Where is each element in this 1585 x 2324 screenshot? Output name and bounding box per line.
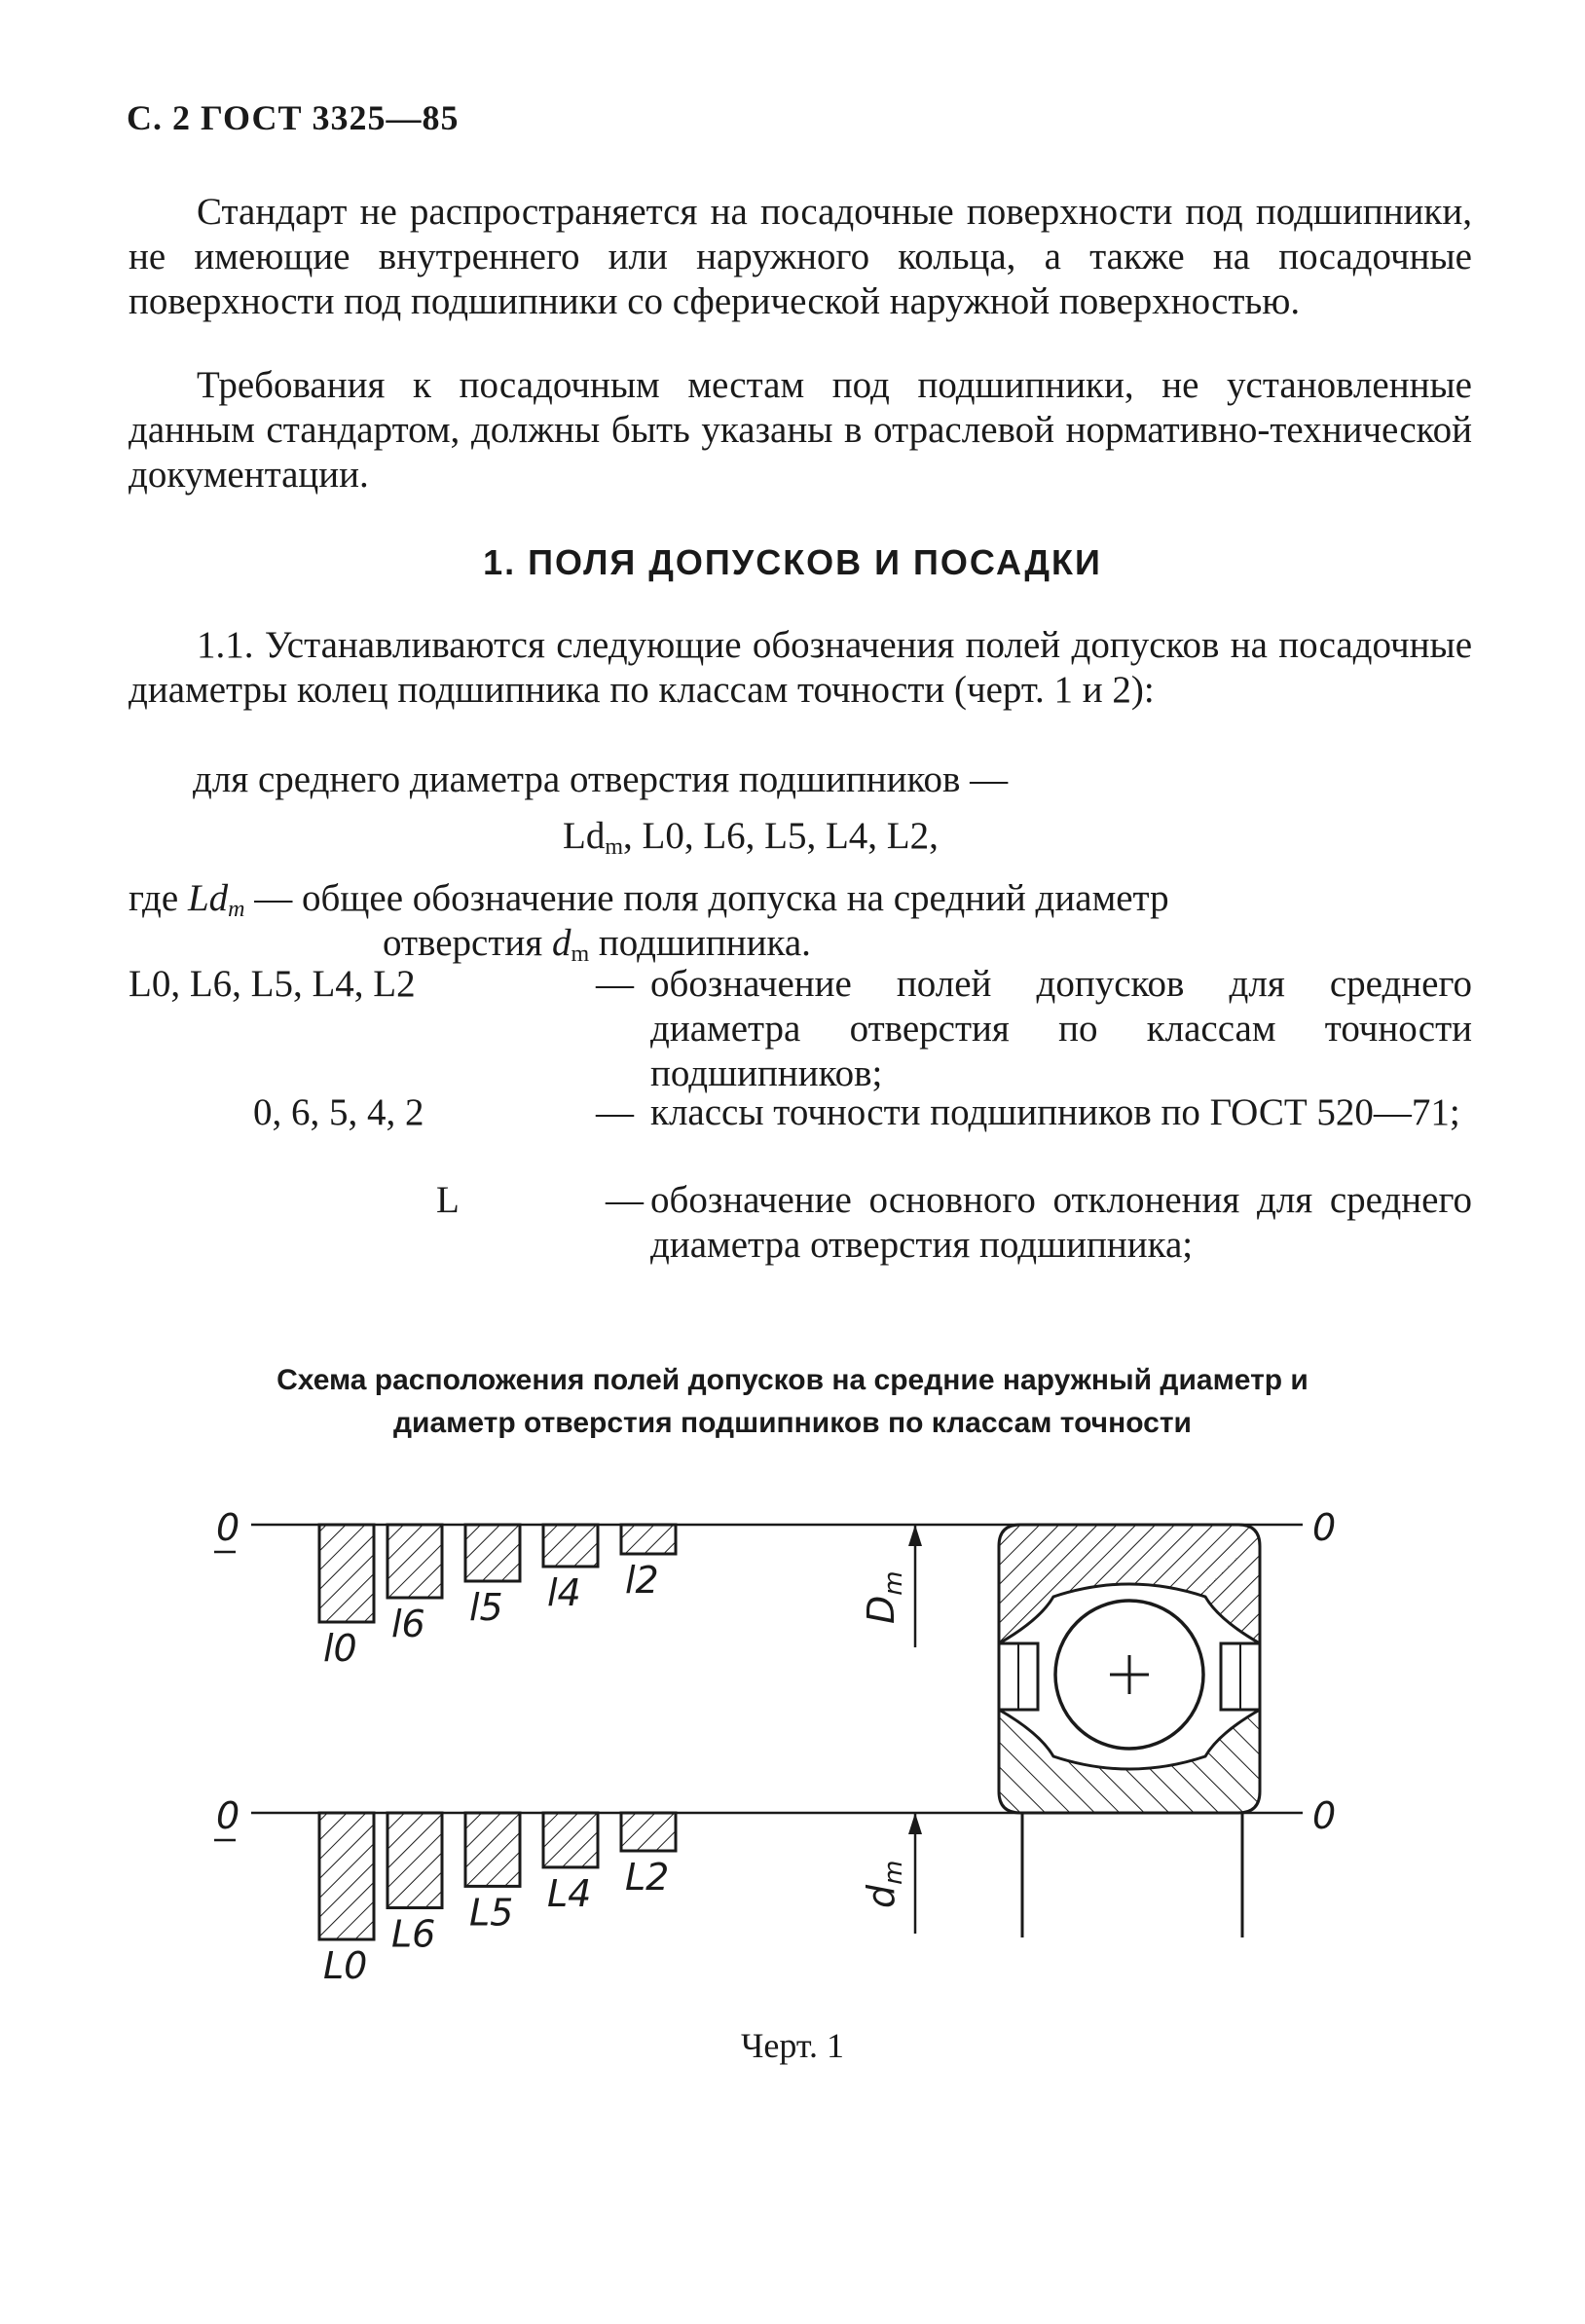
outer-dim-letter: D [860, 1595, 903, 1624]
page-header: С. 2 ГОСТ 3325—85 [127, 98, 460, 137]
outer-tolerance-bar [543, 1525, 598, 1567]
inner-tolerance-label: L2 [625, 1856, 670, 1899]
formula-main: Ld [563, 815, 606, 857]
outer-dim-label [860, 1570, 908, 1624]
bearing-section [999, 1525, 1260, 1937]
outer-tolerance-label: l0 [323, 1627, 357, 1670]
outer-tolerance-bar [387, 1525, 442, 1598]
inner-tolerance-bar [621, 1813, 676, 1851]
definition-term: L0, L6, L5, L4, L2 [129, 963, 416, 1005]
outer-tolerance-bar [621, 1525, 676, 1554]
where-term-sub: m [228, 897, 245, 922]
outer-tolerance-bar [319, 1525, 374, 1622]
inner-dim-letter: d [860, 1884, 903, 1908]
clause-intro: для среднего диаметра отверстия подшипников — [193, 758, 1009, 800]
figure-title-line-2: диаметр отверстия подшипников по классам точности [393, 1407, 1192, 1439]
zero-label-left-inner: 0 [216, 1794, 240, 1837]
where-desc-2-term: d [551, 922, 571, 964]
figure-title-line-1: Схема расположения полей допусков на средние наружный диаметр и [276, 1364, 1309, 1396]
paragraph-scope: Стандарт не распространяется на посадочные поверхности под подшипники, не имеющие внутреннего или наружного кольца, а также на посадочные поверхности под подшипники со сферической наружной поверхностью. [129, 191, 1472, 322]
definition-desc: классы точности подшипников по ГОСТ 520—71; [650, 1091, 1460, 1133]
outer-tolerance-label: l6 [391, 1603, 425, 1645]
inner-dim-label [860, 1861, 908, 1908]
where-desc-2a: отверстия [383, 922, 543, 964]
inner-dim-arrow [908, 1813, 922, 1834]
formula-sub: m [605, 834, 623, 860]
definition-dash: — [596, 1091, 634, 1133]
inner-tolerance-bar [387, 1813, 442, 1908]
inner-tolerance-label: L5 [469, 1891, 514, 1935]
outer-tolerance-bar [465, 1525, 520, 1581]
definition-term: 0, 6, 5, 4, 2 [253, 1091, 424, 1133]
zero-label-right-outer: 0 [1312, 1506, 1337, 1549]
zero-label-left-outer: 0 [216, 1506, 240, 1549]
figure-caption: Черт. 1 [741, 2026, 844, 2065]
outer-tolerance-label: l5 [469, 1586, 503, 1629]
definition-dash: — [596, 963, 634, 1005]
where-term: Ld [187, 877, 229, 919]
outer-dim-arrow [908, 1525, 922, 1546]
definition-term: L [436, 1179, 460, 1221]
outer-tolerance-label: l2 [625, 1559, 659, 1602]
where-desc-2-sub: m [571, 941, 590, 967]
inner-tolerance-label: L4 [547, 1871, 592, 1915]
formula-rest: , L0, L6, L5, L4, L2, [623, 815, 939, 857]
zero-label-right-inner: 0 [1312, 1794, 1337, 1837]
inner-tolerance-bar [465, 1813, 520, 1886]
inner-tolerance-bar [319, 1813, 374, 1939]
paragraph-requirements: Требования к посадочным местам под подшипники, не установленные данным стандартом, должны быть указаны в отраслевой нормативно-технической документации. [129, 364, 1472, 496]
definition-dash: — [606, 1179, 644, 1221]
where-desc-1: — общее обозначение поля допуска на средний диаметр [254, 877, 1169, 919]
definition-desc: обозначение основного отклонения для среднего диаметра отверстия подшипника; [650, 1179, 1472, 1266]
where-desc-2b: подшипника. [598, 922, 811, 964]
inner-dim-sub: m [879, 1860, 908, 1885]
inner-tolerance-bar [543, 1813, 598, 1867]
inner-tolerance-label: L0 [323, 1944, 368, 1987]
inner-tolerance-label: L6 [391, 1912, 436, 1956]
outer-tolerance-label: l4 [547, 1571, 581, 1614]
clause-1-1: 1.1. Устанавливаются следующие обозначения полей допусков на посадочные диаметры колец подшипника по классам точности (черт. 1 и 2): [129, 624, 1472, 711]
outer-dim-sub: m [879, 1570, 908, 1596]
definition-desc: обозначение полей допусков для среднего диаметра отверстия по классам точности подшипников; [650, 963, 1472, 1094]
where-word: где [129, 877, 179, 919]
section-title: 1. ПОЛЯ ДОПУСКОВ И ПОСАДКИ [483, 542, 1102, 582]
